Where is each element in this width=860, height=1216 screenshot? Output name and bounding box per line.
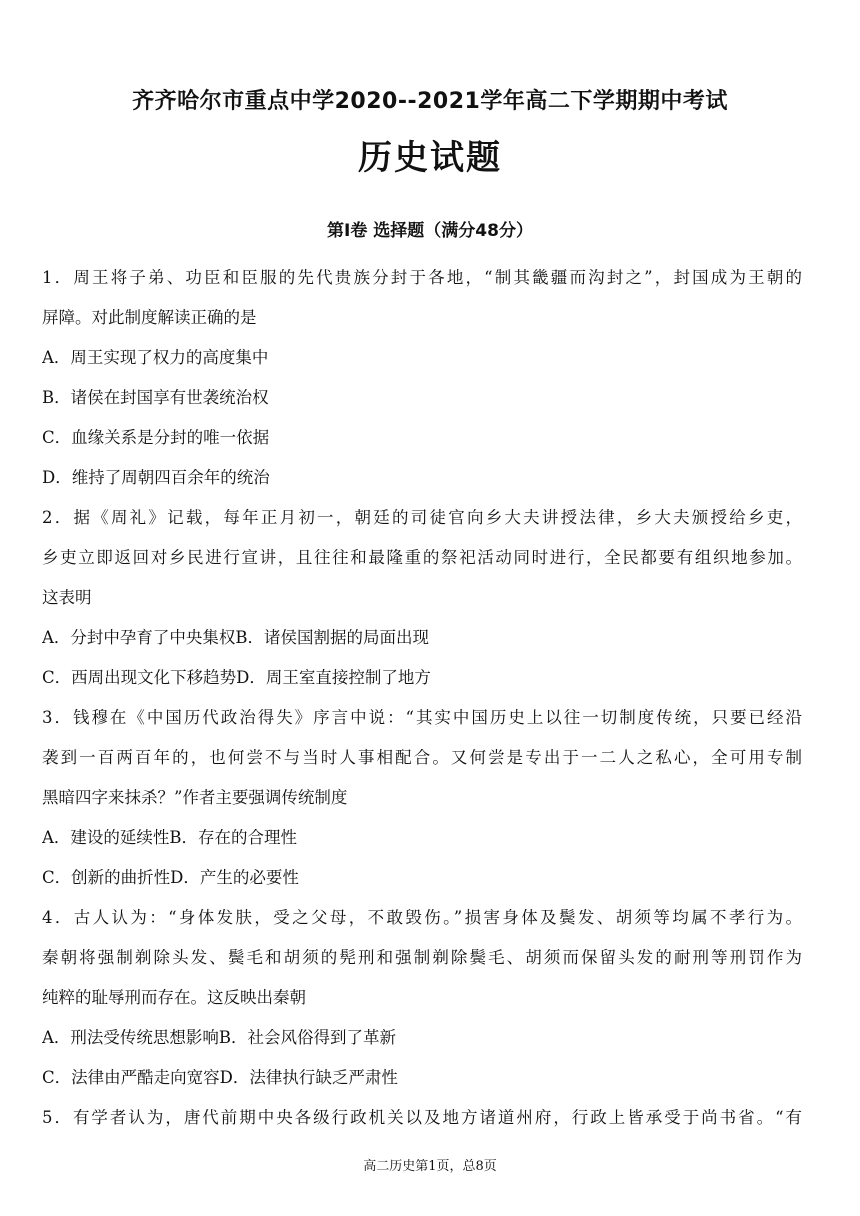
question-3 <box>42 698 802 898</box>
exam-title: 齐齐哈尔市重点中学2020--2021学年高二下学期期中考试 <box>132 89 728 114</box>
question-4 <box>42 898 802 1098</box>
answer-option: A．刑法受传统思想影响 <box>42 1028 219 1047</box>
answer-option-row <box>42 858 802 898</box>
subject-title: 历史试题 <box>358 138 502 178</box>
question-stem-line: 2．据《周礼》记载，每年正月初一，朝廷的司徒官向乡大夫讲授法律，乡大夫颁授给乡吏， <box>42 508 802 527</box>
page-footer: 高二历史第1页，总8页 <box>363 1159 497 1174</box>
question-stem-line: 纯粹的耻辱刑而存在。这反映出秦朝 <box>42 988 306 1007</box>
question-list <box>42 258 802 1138</box>
answer-option-row <box>42 658 802 698</box>
question-stem-line: 4．古人认为：“身体发肤，受之父母，不敢毁伤。”损害身体及鬓发、胡须等均属不孝行为。 <box>42 908 802 927</box>
answer-option: B．社会风俗得到了革新 <box>218 1028 397 1047</box>
answer-option-row <box>42 818 802 858</box>
answer-option: A．建设的延续性 <box>42 828 170 847</box>
question-1 <box>42 258 802 498</box>
answer-option: D．产生的必要性 <box>170 868 299 887</box>
answer-option: B．存在的合理性 <box>169 828 298 847</box>
answer-option: C．创新的曲折性 <box>42 868 171 887</box>
question-stem-line: 1．周王将子弟、功臣和臣服的先代贵族分封于各地，“制其畿疆而沟封之”，封国成为王朝的 <box>42 268 802 287</box>
answer-option: C．西周出现文化下移趋势 <box>42 668 237 687</box>
answer-option: D．周王室直接控制了地方 <box>236 668 431 687</box>
question-stem-line: 秦朝将强制剃除头发、鬓毛和胡须的髡刑和强制剃除鬓毛、胡须而保留头发的耐刑等刑罚作为 <box>42 948 802 967</box>
question-stem-line: 5．有学者认为，唐代前期中央各级行政机关以及地方诸道州府，行政上皆承受于尚书省。“有 <box>42 1108 802 1127</box>
question-stem-line: 这表明 <box>42 588 92 607</box>
answer-option: A．分封中孕育了中央集权 <box>42 628 236 647</box>
question-2 <box>42 498 802 698</box>
answer-option-row <box>42 618 802 658</box>
question-stem-line: 乡吏立即返回对乡民进行宣讲，且往往和最隆重的祭祀活动同时进行，全民都要有组织地参加。 <box>42 548 802 567</box>
answer-option-row <box>42 1058 802 1098</box>
answer-option: B．诸侯国割据的局面出现 <box>235 628 430 647</box>
answer-option: C．法律由严酷走向宽容 <box>42 1068 220 1087</box>
section-title: 第Ⅰ卷 选择题（满分48分） <box>327 221 533 241</box>
answer-option-row <box>42 1018 802 1058</box>
question-stem-line: 屏障。对此制度解读正确的是 <box>42 308 257 327</box>
answer-option: D．法律执行缺乏严肃性 <box>219 1068 398 1087</box>
question-stem-line: 3．钱穆在《中国历代政治得失》序言中说：“其实中国历史上以往一切制度传统，只要已经沿 <box>42 708 802 727</box>
question-stem-line: 黑暗四字来抹杀？”作者主要强调传统制度 <box>42 788 348 807</box>
answer-option: A．周王实现了权力的高度集中 <box>42 348 269 367</box>
question-5 <box>42 1098 802 1138</box>
answer-option: B．诸侯在封国享有世袭统治权 <box>42 388 269 407</box>
answer-option: D．维持了周朝四百余年的统治 <box>42 468 270 487</box>
question-stem-line: 袭到一百两百年的，也何尝不与当时人事相配合。又何尝是专出于一二人之私心，全可用专制 <box>42 748 802 767</box>
answer-option: C．血缘关系是分封的唯一依据 <box>42 428 270 447</box>
